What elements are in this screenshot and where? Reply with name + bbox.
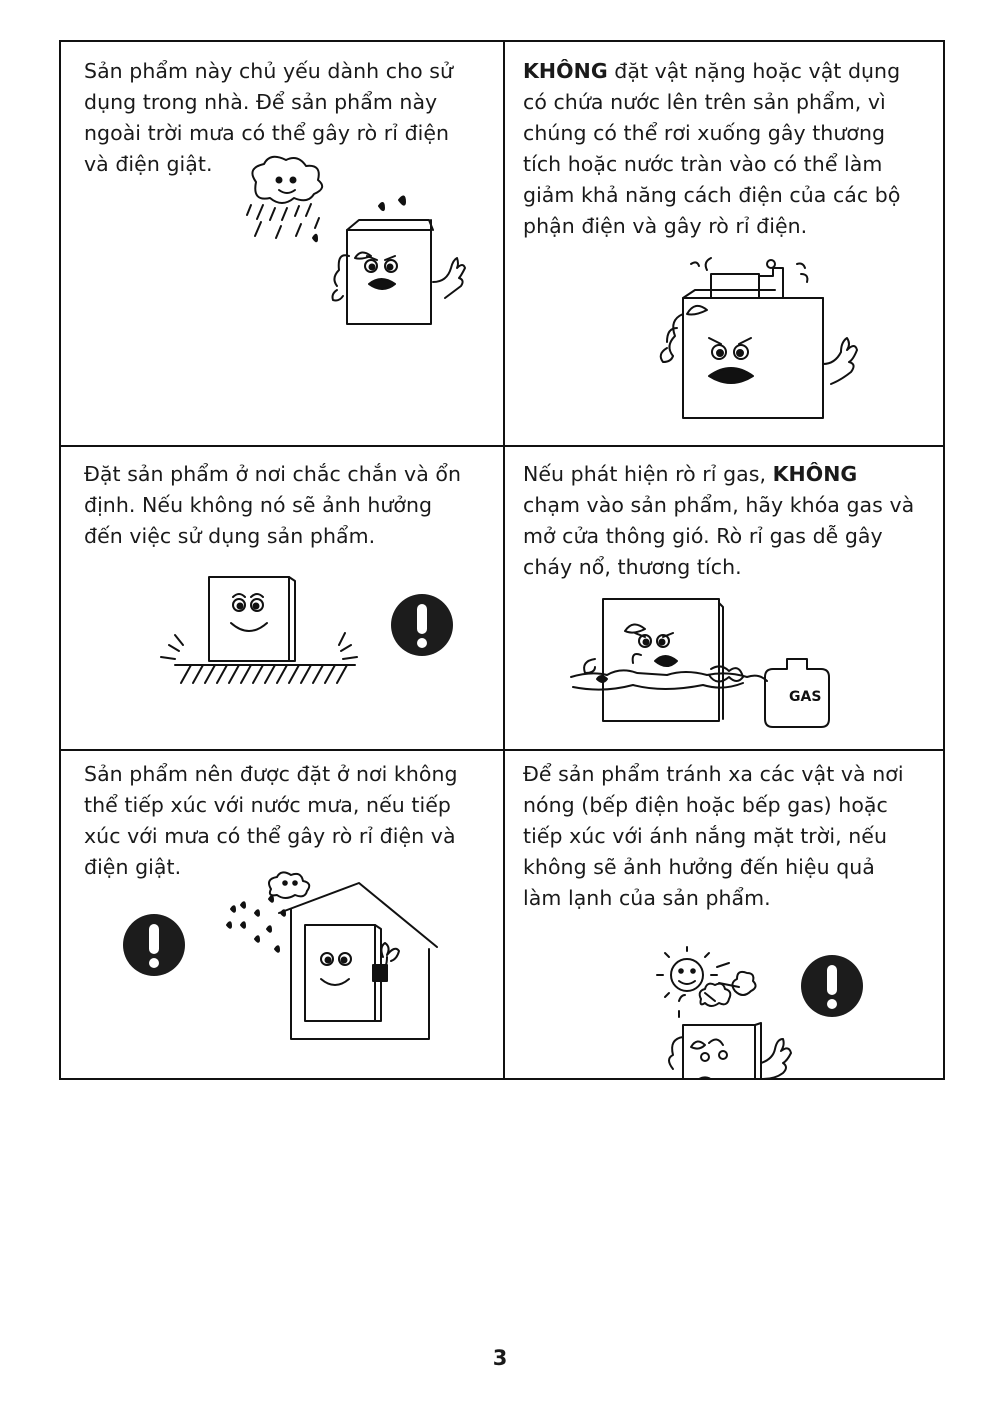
text-line: nóng (bếp điện hoặc bếp gas) hoặc bbox=[523, 793, 888, 817]
text-line: đến việc sử dụng sản phẩm. bbox=[84, 524, 376, 548]
gas-cylinder-label: GAS bbox=[789, 689, 822, 705]
instruction-cell-indoor-use bbox=[61, 42, 503, 445]
box-gas-leak-icon bbox=[571, 595, 851, 735]
instruction-cell-avoid-heat bbox=[503, 749, 945, 1080]
text-line: Để sản phẩm tránh xa các vật và nơi bbox=[523, 762, 904, 786]
text-line: định. Nếu không nó sẽ ảnh hưởng bbox=[84, 493, 433, 517]
box-in-rain-icon bbox=[241, 160, 441, 345]
bold-warning-word: KHÔNG bbox=[523, 59, 608, 83]
instruction-cell-avoid-rain bbox=[61, 749, 503, 1080]
text-line bbox=[523, 459, 914, 490]
text-span: Nếu phát hiện rò rỉ gas, bbox=[523, 462, 773, 486]
instruction-text bbox=[84, 459, 461, 552]
exclamation-icon bbox=[122, 913, 186, 977]
text-line: Sản phẩm nên được đặt ở nơi không bbox=[84, 762, 458, 786]
text-line: mở cửa thông gió. Rò rỉ gas dễ gây bbox=[523, 524, 883, 548]
instruction-text bbox=[523, 459, 914, 583]
text-line: và điện giật. bbox=[84, 152, 213, 176]
text-line: điện giật. bbox=[84, 855, 182, 879]
text-line: giảm khả năng cách điện của các bộ bbox=[523, 183, 901, 207]
text-line: cháy nổ, thương tích. bbox=[523, 555, 742, 579]
instruction-cell-gas-leak bbox=[503, 445, 945, 749]
text-line: tích hoặc nước tràn vào có thể làm bbox=[523, 152, 883, 176]
text-line bbox=[523, 56, 900, 87]
safety-instructions-grid bbox=[59, 40, 945, 1080]
text-line: Đặt sản phẩm ở nơi chắc chắn và ổn bbox=[84, 462, 462, 486]
instruction-text bbox=[523, 759, 904, 914]
text-line: chúng có thể rơi xuống gây thương bbox=[523, 121, 886, 145]
text-line: không sẽ ảnh hưởng đến hiệu quả bbox=[523, 855, 875, 879]
box-with-heavy-object-icon bbox=[621, 254, 861, 434]
text-line: chạm vào sản phẩm, hãy khóa gas và bbox=[523, 493, 915, 517]
text-line: ngoài trời mưa có thể gây rò rỉ điện bbox=[84, 121, 450, 145]
text-line: có chứa nước lên trên sản phẩm, vì bbox=[523, 90, 886, 114]
page-number: 3 bbox=[492, 1346, 508, 1370]
box-under-shelter-icon bbox=[219, 869, 439, 1044]
box-on-level-floor-icon bbox=[161, 567, 361, 687]
text-line: làm lạnh của sản phẩm. bbox=[523, 886, 771, 910]
text-line: Sản phẩm này chủ yếu dành cho sử bbox=[84, 59, 454, 83]
text-line: phận điện và gây rò rỉ điện. bbox=[523, 214, 808, 238]
text-line: dụng trong nhà. Để sản phẩm này bbox=[84, 90, 438, 114]
instruction-cell-stable-placement bbox=[61, 445, 503, 749]
text-span: đặt vật nặng hoặc vật dụng bbox=[607, 59, 901, 83]
text-line: xúc với mưa có thể gây rò rỉ điện và bbox=[84, 824, 456, 848]
exclamation-icon bbox=[390, 593, 454, 657]
text-line: tiếp xúc với ánh nắng mặt trời, nếu bbox=[523, 824, 887, 848]
instruction-cell-no-heavy-objects bbox=[503, 42, 945, 445]
text-line: thể tiếp xúc với nước mưa, nếu tiếp bbox=[84, 793, 451, 817]
instruction-text bbox=[84, 759, 458, 883]
exclamation-icon bbox=[800, 954, 864, 1018]
bold-warning-word: KHÔNG bbox=[772, 462, 858, 486]
instruction-text bbox=[523, 56, 900, 242]
